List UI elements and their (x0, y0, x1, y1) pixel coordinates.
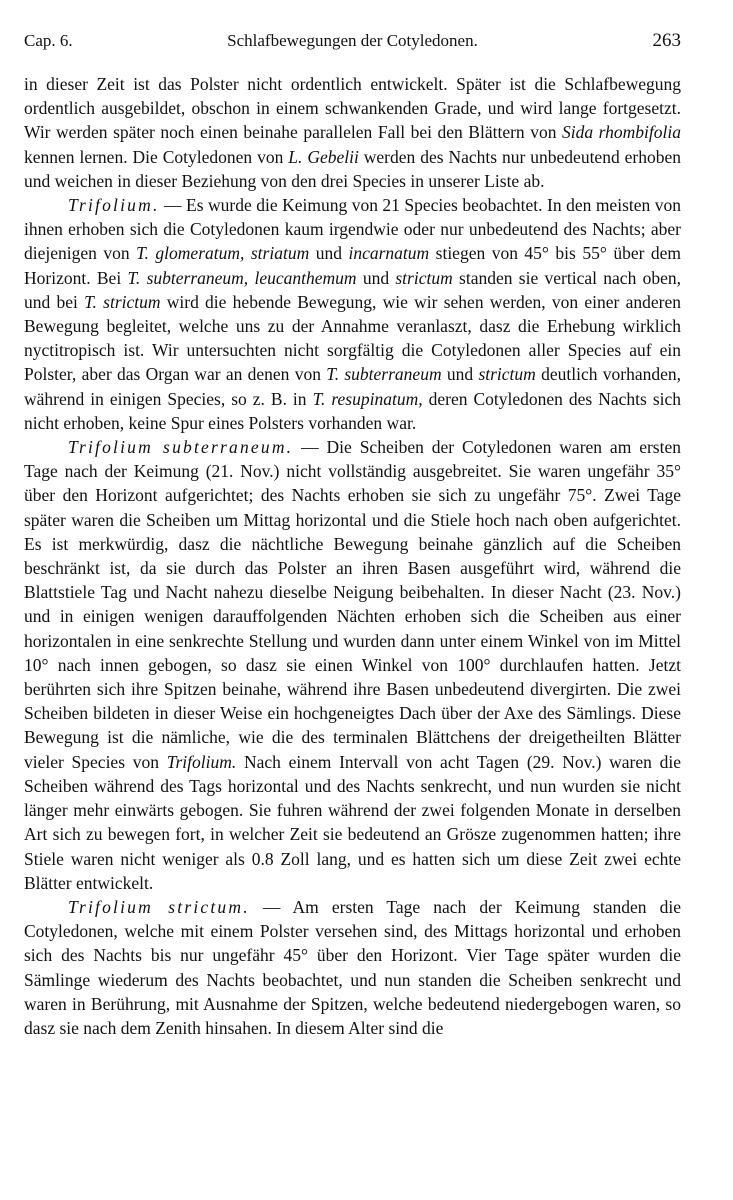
italic-text: incarnatum (348, 243, 430, 264)
italic-text: strictum (478, 364, 536, 385)
italic-text: Trifolium. (166, 751, 237, 772)
text-run: und (309, 243, 349, 264)
page-number: 263 (652, 30, 681, 51)
text-run: und (441, 364, 479, 385)
paragraph (24, 72, 681, 193)
text-run: und (356, 267, 396, 288)
text-run: deutlich vorhanden, während in einigen Species, so z. B. in (24, 364, 682, 409)
text-run: standen sie vertical nach oben, und bei (24, 267, 682, 312)
italic-text: strictum (395, 267, 453, 288)
italic-text: T. subterraneum, leucanthemum (127, 267, 357, 288)
italic-text: T. resupinatum, (312, 388, 423, 409)
section-heading: Trifolium. (68, 195, 160, 216)
italic-text: T. subterraneum (326, 364, 442, 385)
body-text (24, 72, 681, 1040)
text-run: Nach einem Intervall von acht Tagen (29. Nov.) waren die Scheiben während des Tags horizontal und des Nachts senkrecht, und nun wurden sie nicht länger mehr einwärts gebogen. Sie fuhren während der zwei folgenden Monate in derselben Art sich zu bewegen fort, in welcher Zeit sie bedeutend an Grösze zugenommen hatten; ihre Stiele waren nicht weniger als 0.8 Zoll lang, und es hatten sich um diese Zeit zwei echte Blätter entwickelt. (24, 751, 682, 893)
text-run: kennen lernen. Die Cotyledonen von (24, 146, 289, 167)
text-run: in dieser Zeit ist das Polster nicht ordentlich entwickelt. Später ist die Schlafbewegung ordentlich ausgebildet, obschon in einem schwankenden Grade, und wird lange fortgesetzt. Wir werden später noch einen beinahe parallelen Fall bei den Blättern von (24, 74, 681, 143)
section-heading: Trifolium strictum. (68, 896, 250, 917)
italic-text: Sida rhombifolia (562, 122, 681, 143)
chapter-label: Cap. 6. (24, 31, 73, 50)
text-run: werden des Nachts nur unbedeutend erhoben und weichen in dieser Beziehung von den drei Species in unserer Liste ab. (24, 146, 681, 191)
text-run: stiegen von 45° bis 55° über dem Horizont. Bei (24, 243, 682, 288)
section-heading: Trifolium subterraneum. (68, 437, 294, 458)
italic-text: T. glomeratum, striatum (136, 243, 310, 264)
text-run: — Am ersten Tage nach der Keimung standen die Cotyledonen, welche mit einem Polster versehen sind, des Mittags horizontal und erhoben sich des Nachts bis nur ungefähr 45° über den Horizont. Vier Tage später wurden die Sämlinge wiederum des Nachts beobachtet, und nun standen die Scheiben senkrecht und waren in Berührung, mit Ausnahme der Spitzen, welche bedeutend niedergebogen waren, so dasz sie nach dem Zenith hinsahen. In diesem Alter sind die (24, 896, 681, 1038)
paragraph (24, 193, 681, 435)
text-run: deren Cotyledonen des Nachts sich nicht erhoben, keine Spur eines Polsters vorhanden war. (24, 388, 682, 433)
paragraph (24, 895, 681, 1040)
book-page (24, 22, 681, 1040)
italic-text: L. Gebelii (288, 146, 359, 167)
italic-text: T. strictum (84, 291, 161, 312)
text-run: — Die Scheiben der Cotyledonen waren am ersten Tage nach der Keimung (21. Nov.) nicht vollständig ausgebreitet. Sie waren ungefähr 35° über den Horizont aufgerichtet; des Nachts erhoben sie sich zu ungefähr 75°. Zwei Tage später waren die Scheiben um Mittag horizontal und die Stiele hoch nach oben aufgerichtet. Es ist merkwürdig, dasz die nächtliche Bewegung beinahe gänzlich auf die Scheiben beschränkt ist, da sie durch das Polster an ihren Basen ausgeführt wird, während die Blattstiele Tag und Nacht nahezu dieselbe Neigung beibehalten. In dieser Nacht (23. Nov.) und in einigen wenigen darauffolgenden Nächten erhoben sich die Scheiben aus einer horizontalen in eine senkrechte Stellung und wurden dann unter einem Winkel von im Mittel 10° nach innen gebogen, so dasz sie einen Winkel von 100° durchlaufen hatten. Jetzt berührten sich ihre Spitzen beinahe, während ihre Basen unbedeutend divergirten. Die zwei Scheiben bildeten in dieser Weise ein hochgeneigtes Dach über der Axe des Sämlings. Diese Bewegung ist die nämliche, wie die des terminalen Blättchens der dreigetheilten Blätter vieler Species von (24, 437, 681, 772)
text-run: wird die hebende Bewegung, wie wir sehen werden, von einer anderen Bewegung begleitet, welche uns zu der Annahme veranlaszt, dasz die Erhebung wirklich nyctitropisch ist. Wir untersuchten nicht sorgfältig die Cotyledonen aller Species auf ein Polster, aber das Organ war an denen von (24, 291, 681, 385)
running-header (24, 22, 681, 60)
running-title: Schlafbewegungen der Cotyledonen. (227, 31, 478, 50)
text-run: — Es wurde die Keimung von 21 Species beobachtet. In den meisten von ihnen erhoben sich die Cotyledonen kaum irgendwie oder nur unbedeutend des Nachts; aber diejenigen von (24, 195, 681, 264)
paragraph (24, 435, 681, 895)
